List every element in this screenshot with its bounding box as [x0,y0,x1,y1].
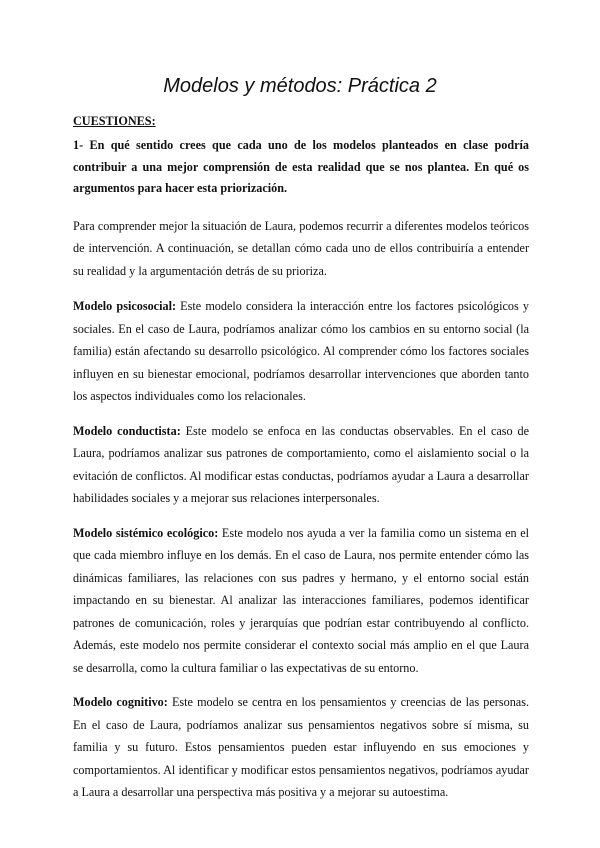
section-heading: CUESTIONES: [73,114,156,128]
model-label: Modelo conductista: [73,423,181,438]
model-paragraph-psicosocial [73,295,529,408]
model-label: Modelo cognitivo: [73,695,168,709]
model-text: Este modelo considera la interacción entre los factores psicológicos y sociales. En el caso de Laura, podríamos analizar cómo los cambios en su entorno social (la familia) están afectando su desarrollo psicológico. Al comprender cómo los factores sociales influyen en su bienestar emocional, podríamos desarrollar intervenciones que aborden tanto los aspectos individuales como los relacionales. [73,299,529,403]
model-paragraph-cognitivo [73,691,529,804]
model-label: Modelo sistémico ecológico: [73,525,219,540]
model-paragraph-sistemico [73,522,529,680]
model-text: Este modelo nos ayuda a ver la familia como un sistema en el que cada miembro influye en los demás. En el caso de Laura, nos permite entender cómo las dinámicas familiares, las relaciones con sus padres y hermano, y el entorno social están impactando en su bienestar. Al analizar las interacciones familiares, podemos identificar patrones de comunicación, roles y jerarquías que podrían estar contribuyendo al conflicto. Además, este modelo nos permite considerar el contexto social más amplio en el que Laura se desarrolla, como la cultura familiar o las expectativas de su entorno. [73,525,529,675]
page-title: Modelos y métodos: Práctica 2 [163,75,437,97]
model-paragraph-conductista [73,420,529,510]
model-text: Este modelo se centra en los pensamientos y creencias de las personas. En el caso de Laura, podríamos analizar sus pensamientos negativos sobre sí misma, su familia y su futuro. Estos pensamientos pueden estar influyendo en sus emociones y comportamientos. Al identificar y modificar estos pensamientos negativos, podríamos ayudar a Laura a desarrollar una perspectiva más positiva y a mejorar su autoestima. [73,695,529,799]
intro-paragraph: Para comprender mejor la situación de Laura, podemos recurrir a diferentes modelos teóricos de intervención. A continuación, se detallan cómo cada uno de ellos contribuiría a entender su realidad y la argumentación detrás de su prioriza. [73,218,529,278]
question-text: 1- En qué sentido crees que cada uno de los modelos planteados en clase podría contribuir a una mejor comprensión de esta realidad que se nos plantea. En qué os argumentos para hacer esta priorización. [73,138,529,195]
model-label: Modelo psicosocial: [73,299,177,313]
document-body [73,113,529,816]
model-text: Este modelo se enfoca en las conductas observables. En el caso de Laura, podríamos analizar sus patrones de comportamiento, como el aislamiento social o la evitación de conflictos. Al modificar estas conductas, podríamos ayudar a Laura a desarrollar habilidades sociales y a mejorar sus relaciones interpersonales. [73,423,529,505]
